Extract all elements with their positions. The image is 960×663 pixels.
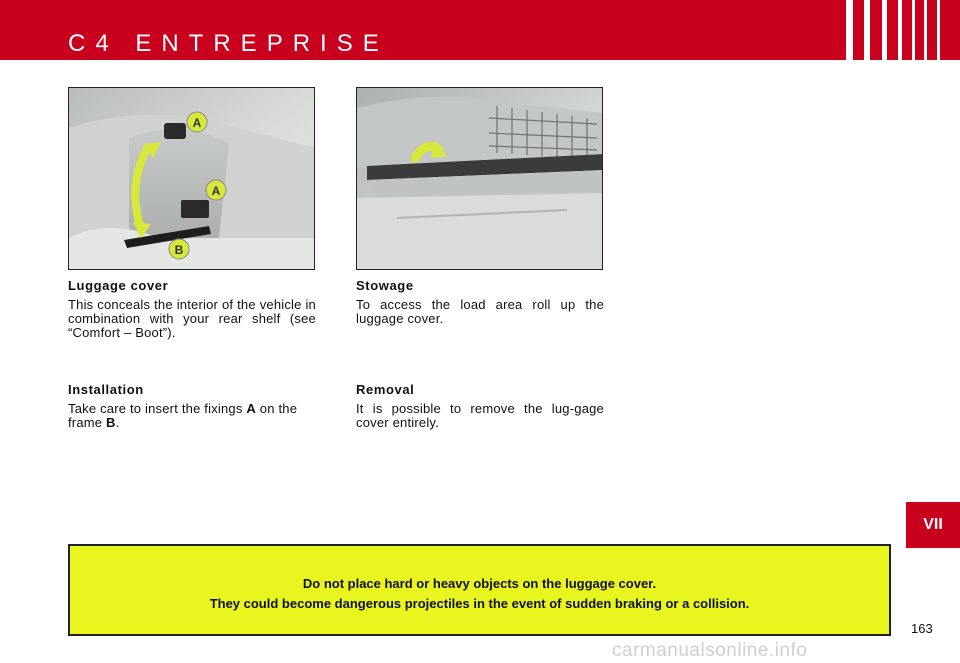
fixing-label-a: A [246,401,256,416]
luggage-cover-section [68,278,316,340]
page-number: 163 [911,621,933,636]
brand-stripes [842,0,960,60]
removal-section [356,382,604,430]
callout-a-lower: A [211,184,221,198]
section-heading: Stowage [356,278,414,293]
luggage-cover-fixings-image [68,87,315,270]
section-heading: Installation [68,382,144,397]
watermark: carmanualsonline.info [612,640,808,661]
installation-section [68,382,316,430]
section-text: Take care to insert the fixings A on the frame B. [68,401,298,430]
page-header [0,0,960,60]
callout-b: B [174,243,184,257]
section-text: It is possible to remove the lug-gage cover entirely. [356,401,604,430]
chapter-tab[interactable]: VII [906,502,960,548]
section-text: This conceals the interior of the vehicle in combination with your rear shelf (see “Comfort – Boot”). [68,297,316,340]
callout-a-upper: A [192,116,202,130]
stowage-section [356,278,604,326]
frame-label-b: B [106,415,116,430]
section-text: To access the load area roll up the luggage cover. [356,297,604,326]
warning-line-2: They could become dangerous projectiles in the event of sudden braking or a collision. [209,596,750,611]
section-heading: Removal [356,382,415,397]
warning-box [68,544,891,636]
section-heading: Luggage cover [68,278,169,293]
page-title: C4 ENTREPRISE [68,30,389,57]
luggage-cover-stowage-image [356,87,603,270]
warning-line-1: Do not place hard or heavy objects on the luggage cover. [302,576,657,591]
